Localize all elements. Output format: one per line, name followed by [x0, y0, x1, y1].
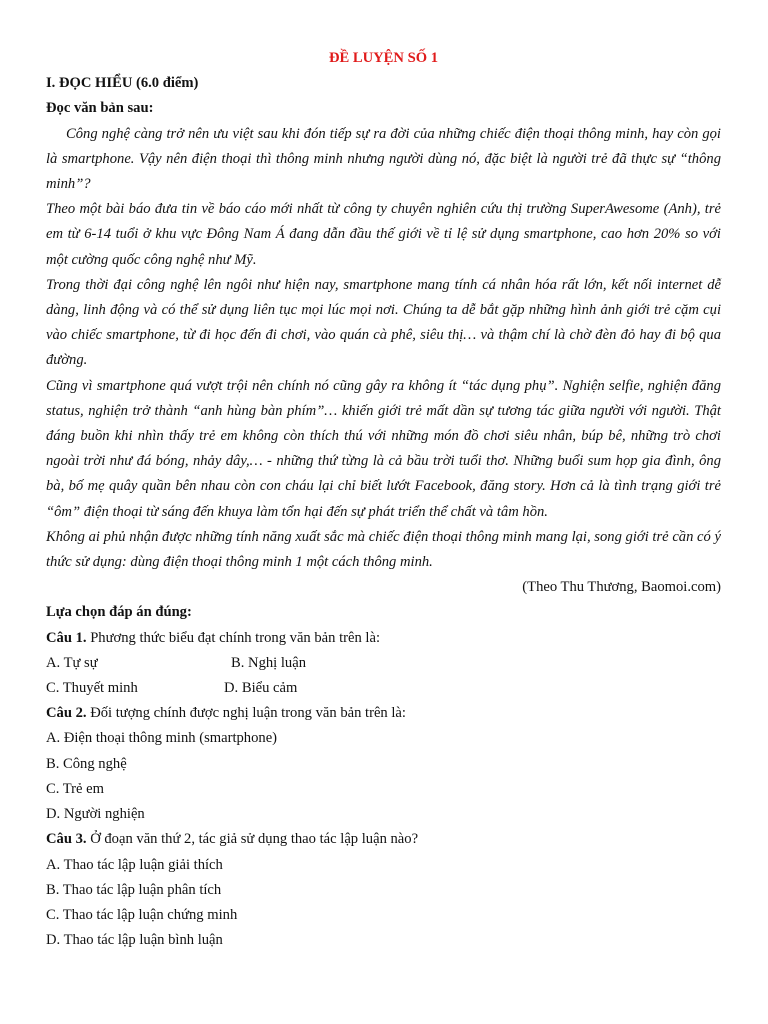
passage-source: (Theo Thu Thương, Baomoi.com): [522, 579, 721, 596]
choose-instruction: Lựa chọn đáp án đúng:: [46, 604, 192, 621]
question-text: Phương thức biểu đạt chính trong văn bản trên là:: [86, 629, 381, 646]
option-d: D. Người nghiện: [46, 806, 145, 823]
question-1-options-row: [46, 651, 721, 676]
question-label: Câu 1.: [46, 629, 87, 646]
passage-paragraph: Không ai phủ nhận được những tính năng xuất sắc mà chiếc điện thoại thông minh mang lại, song giới trẻ cần có ý thức sử dụng: dùng điện thoại thông minh 1 một cách thông minh.: [46, 528, 721, 571]
option-a: A. Tự sự: [46, 654, 98, 671]
read-instruction: Đọc văn bản sau:: [46, 100, 154, 117]
document-page: [46, 46, 721, 953]
question-1-options-row: [46, 676, 721, 701]
reading-passage: [46, 122, 721, 576]
question-3: [46, 827, 721, 852]
question-label: Câu 2.: [46, 705, 87, 722]
passage-paragraph: Trong thời đại công nghệ lên ngôi như hiện nay, smartphone mang tính cá nhân hóa rất lớn, kết nối internet dễ dàng, linh động và có thể sử dụng liên tục mọi lúc mọi nơi. Chúng ta dễ bắt gặp những hình ảnh giới trẻ cặm cụi vào chiếc smartphone, từ đi học đến đi chơi, vào quán cà phê, siêu thị… và thậm chí là chờ đèn đỏ hay đi bộ qua đường.: [46, 276, 721, 369]
section-heading: I. ĐỌC HIỂU (6.0 điểm): [46, 75, 199, 92]
question-2: [46, 701, 721, 726]
option-d: D. Biểu cảm: [224, 680, 298, 697]
question-label: Câu 3.: [46, 831, 87, 848]
option-c: C. Thuyết minh: [46, 680, 138, 697]
passage-paragraph: Công nghệ càng trở nên ưu việt sau khi đón tiếp sự ra đời của những chiếc điện thoại thông minh, hay còn gọi là smartphone. Vậy nên điện thoại thì thông minh nhưng người dùng nó, đặc biệt là người trẻ đã thực sự “thông minh”?: [46, 125, 721, 193]
option-b: B. Thao tác lập luận phân tích: [46, 881, 222, 898]
question-text: Đối tượng chính được nghị luận trong văn bản trên là:: [86, 705, 406, 722]
option-b: B. Công nghệ: [46, 755, 127, 772]
option-d: D. Thao tác lập luận bình luận: [46, 932, 223, 949]
option-a: A. Thao tác lập luận giải thích: [46, 856, 223, 873]
option-c: C. Thao tác lập luận chứng minh: [46, 906, 238, 923]
passage-paragraph: Cũng vì smartphone quá vượt trội nên chính nó cũng gây ra không ít “tác dụng phụ”. Nghiện selfie, nghiện đăng status, nghiện trở thành “anh hùng bàn phím”… khiến giới trẻ mất dần sự tương tác giữa người với người. Thật đáng buồn khi nhìn thấy trẻ em không còn thích thú với những món đồ chơi siêu nhân, búp bê, những trò chơi ngoài trời như đá bóng, nhảy dây,… - những thứ từng là cả bầu trời tuổi thơ. Những buổi sum họp gia đình, ông bà, bố mẹ quây quần bên nhau còn con cháu lại chỉ biết lướt Facebook, đăng story. Hơn cả là tình trạng giới trẻ “ôm” điện thoại từ sáng đến khuya làm tổn hại đến sự phát triển thể chất và tâm hồn.: [46, 377, 721, 520]
option-a: A. Điện thoại thông minh (smartphone): [46, 730, 278, 747]
question-text: Ở đoạn văn thứ 2, tác giả sử dụng thao tác lập luận nào?: [86, 831, 419, 848]
option-c: C. Trẻ em: [46, 780, 104, 797]
question-1: [46, 626, 721, 651]
passage-paragraph: Theo một bài báo đưa tin về báo cáo mới nhất từ công ty chuyên nghiên cứu thị trường SuperAwesome (Anh), trẻ em từ 6-14 tuổi ở khu vực Đông Nam Á đang dẫn đầu thế giới về tỉ lệ sử dụng smartphone, cao hơn 20% so với một cường quốc công nghệ như Mỹ.: [46, 201, 721, 268]
option-b: B. Nghị luận: [231, 654, 306, 671]
document-title: ĐỀ LUYỆN SỐ 1: [328, 50, 439, 66]
